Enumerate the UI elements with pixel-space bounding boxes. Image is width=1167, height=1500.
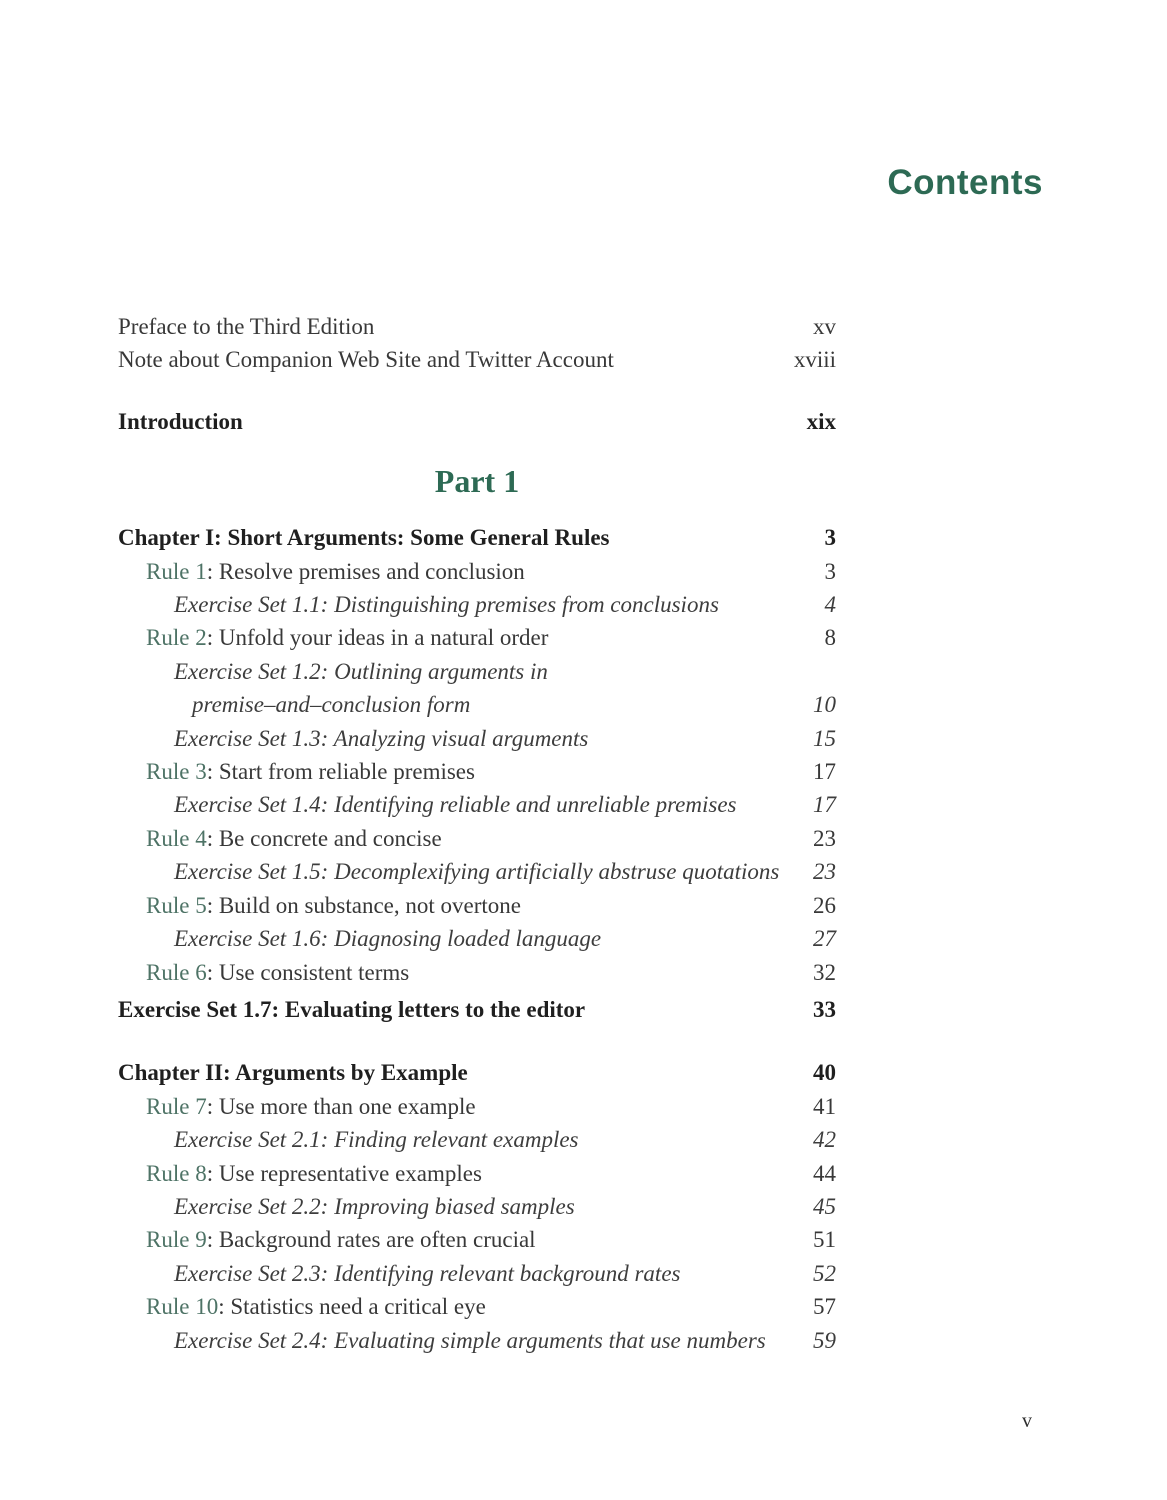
rule-prefix: Rule 4 [146,825,207,851]
toc-entry-rule-page-number: 8 [824,625,836,651]
toc-entry-exercise [118,588,836,621]
toc-entry-exercise-continued-page-number: 10 [813,692,836,718]
toc-entry-exercise-label: Exercise Set 2.2: Improving biased samples [174,1193,575,1219]
toc-entry-rule [118,956,836,989]
front-matter-entry [118,405,836,438]
toc-entry-exercise-page-number: 4 [824,592,836,618]
rule-prefix: Rule 3 [146,759,207,785]
toc-entry-rule-label [146,621,811,654]
toc-entry-chapter-page-number: 40 [813,1060,836,1086]
rule-prefix: Rule 2 [146,625,207,651]
rule-title: : Background rates are often crucial [206,1227,536,1253]
front-matter-entry [118,310,836,343]
front-matter-entry-label: Introduction [118,408,243,434]
toc-section [118,1056,836,1357]
front-matter-entry-label: Preface to the Third Edition [118,314,375,339]
rule-title: : Build on substance, not overtone [206,892,521,918]
toc-entry-rule-page-number: 23 [813,825,836,851]
toc-entry-rule [118,889,836,922]
toc-entry-exercise-major [118,993,836,1026]
toc-entry-exercise-label: Exercise Set 1.1: Distinguishing premises from conclusions [174,592,719,618]
toc-entry-exercise-label: Exercise Set 1.6: Diagnosing loaded language [174,926,602,952]
toc-entry-exercise-major-label: Exercise Set 1.7: Evaluating letters to the editor [118,996,586,1022]
table-of-contents [118,310,836,1357]
toc-entry-rule-label [146,755,799,788]
toc-entry-exercise-page-number: 23 [813,859,836,885]
rule-title: : Use more than one example [206,1093,476,1119]
rule-prefix: Rule 7 [146,1093,207,1119]
toc-entry-exercise-page-number: 52 [813,1260,836,1286]
toc-entry-chapter-label: Chapter I: Short Arguments: Some General Rules [118,525,610,551]
front-matter-entry-page-number: xv [813,314,836,339]
toc-entry-rule-label [146,822,799,855]
toc-entry-rule-label [146,1290,799,1323]
toc-entry-exercise [118,655,836,688]
toc-entry-exercise-label: Exercise Set 1.5: Decomplexifying artificially abstruse quotations [174,859,780,885]
front-matter-entry-label: Note about Companion Web Site and Twitter Account [118,347,614,373]
rule-prefix: Rule 9 [146,1227,207,1253]
toc-entry-rule [118,1290,836,1323]
toc-entry-rule [118,1157,836,1190]
toc-entry-rule-label [146,555,811,588]
front-matter-entry [118,343,836,376]
toc-entry-rule-page-number: 41 [813,1093,836,1119]
toc-entry-exercise [118,1324,836,1357]
toc-entry-rule [118,755,836,788]
toc-entry-rule [118,555,836,588]
front-matter-list [118,310,836,438]
toc-entry-chapter [118,1056,836,1089]
toc-entry-rule [118,822,836,855]
toc-entry-exercise [118,1190,836,1223]
rule-prefix: Rule 1 [146,558,207,584]
part-heading: Part 1 [434,463,520,500]
rule-title: : Use consistent terms [206,959,410,985]
toc-entry-rule-label [146,956,799,989]
rule-title: : Resolve premises and conclusion [206,558,525,584]
rule-title: : Statistics need a critical eye [218,1294,486,1320]
toc-entry-exercise [118,1257,836,1290]
toc-entry-exercise-page-number: 27 [813,926,836,952]
rule-title: : Be concrete and concise [206,825,442,851]
toc-entry-exercise [118,788,836,821]
toc-entry-exercise [118,855,836,888]
toc-entry-rule-page-number: 17 [813,759,836,785]
toc-entry-exercise-page-number: 59 [813,1327,836,1353]
rule-prefix: Rule 6 [146,959,207,985]
toc-entry-exercise [118,922,836,955]
toc-entry-exercise [118,1123,836,1156]
toc-entry-exercise-label: Exercise Set 1.4: Identifying reliable and unreliable premises [174,792,737,818]
toc-entry-rule-page-number: 51 [813,1227,836,1253]
toc-section [118,521,836,1026]
front-matter-entry-page-number: xviii [793,347,836,373]
toc-entry-rule [118,621,836,654]
rule-title: : Start from reliable premises [206,759,475,785]
toc-entry-rule-page-number: 26 [813,892,836,918]
toc-entry-exercise [118,722,836,755]
toc-entry-exercise-page-number: 15 [813,725,836,751]
toc-entry-exercise-continued [118,688,836,721]
toc-entry-rule-label [146,1223,799,1256]
toc-entry-exercise-page-number: 42 [813,1127,836,1153]
toc-entry-rule [118,1223,836,1256]
rule-prefix: Rule 10 [146,1294,219,1320]
toc-entry-rule-label [146,1090,799,1123]
toc-entry-rule-page-number: 32 [813,959,836,985]
page-number: v [1022,1410,1032,1432]
toc-entry-chapter-page-number: 3 [824,525,836,551]
toc-entry-rule [118,1090,836,1123]
front-matter-entry-page-number: xix [806,408,836,434]
toc-entry-exercise-label: Exercise Set 2.1: Finding relevant examples [174,1127,579,1153]
rule-prefix: Rule 8 [146,1160,207,1186]
toc-entry-rule-label [146,889,799,922]
rule-title: : Unfold your ideas in a natural order [206,625,549,651]
toc-entry-rule-label [146,1157,799,1190]
page-title: Contents [887,163,1043,202]
toc-entry-chapter [118,521,836,554]
toc-entry-exercise-major-page-number: 33 [813,996,836,1022]
toc-entry-exercise-label: Exercise Set 1.3: Analyzing visual arguments [174,725,589,751]
toc-entry-rule-page-number: 44 [813,1160,836,1186]
rule-title: : Use representative examples [206,1160,482,1186]
toc-entry-rule-page-number: 57 [813,1294,836,1320]
toc-entry-exercise-continued-label: premise–and–conclusion form [192,692,471,718]
toc-entry-exercise-page-number: 45 [813,1193,836,1219]
toc-entry-rule-page-number: 3 [824,558,836,584]
toc-entry-chapter-label: Chapter II: Arguments by Example [118,1060,468,1086]
toc-entry-exercise-label: Exercise Set 2.3: Identifying relevant background rates [174,1260,681,1286]
toc-entry-exercise-label: Exercise Set 2.4: Evaluating simple arguments that use numbers [174,1327,766,1353]
rule-prefix: Rule 5 [146,892,207,918]
toc-sections [118,521,836,1357]
toc-entry-exercise-label: Exercise Set 1.2: Outlining arguments in [174,658,548,684]
toc-entry-exercise-page-number: 17 [813,792,836,818]
